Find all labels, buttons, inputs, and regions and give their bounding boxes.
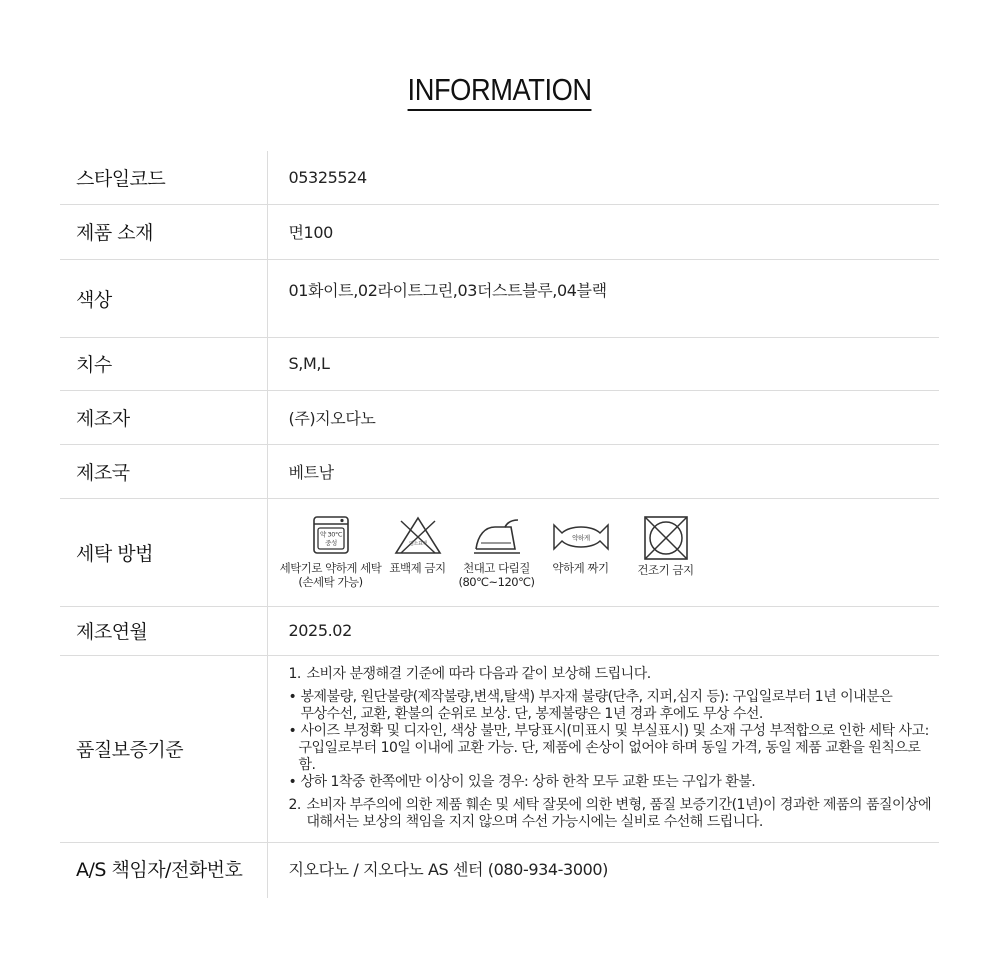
row-size [60,337,939,390]
date-value: 2025.02 [267,606,939,655]
iron-icon [471,515,523,555]
row-as [60,842,939,898]
quality-item-2-line2: 대해서는 보상의 책임을 지지 않으며 수선 가능시에는 실비로 수선해 드립니다. [306,814,763,830]
row-style-code [60,151,939,204]
care-bleach-caption-line1: 표백제 금지 [389,561,446,575]
care-iron [454,515,540,589]
wash-tub-icon [311,515,351,555]
care-wring-caption-line1: 약하게 짜기 [552,561,609,575]
quality-item-2-text [307,797,932,831]
as-label: A/S 책임자/전화번호 [60,842,267,898]
quality-item-1-num: 1. [288,666,301,682]
maker-label: 제조자 [60,390,267,444]
bleach-symbol-text: 염소표백 [408,541,427,547]
row-quality [60,655,939,842]
color-label: 색상 [60,259,267,337]
care-wash-caption-line1: 세탁기로 약하게 세탁 [279,561,382,575]
care-wring [540,515,622,575]
washing-label: 세탁 방법 [60,498,267,606]
product-info-table [60,151,939,898]
quality-bullet-1-line2: 무상수선, 교환, 환불의 순위로 보상. 단, 봉제불량은 1년 경과 후에도 무상 수선. [300,706,763,722]
quality-bullet [289,723,940,774]
no-tumble-dry-icon [643,515,689,561]
wring-icon [550,515,612,555]
wash-temp-text: 약 30°C [319,530,342,539]
care-symbols [280,515,940,589]
row-color [60,259,939,337]
care-dry-caption-line1: 건조기 금지 [637,563,694,577]
care-iron-caption-line2: (80℃~120℃) [458,575,535,589]
quality-bullet-1-line1: • 봉제불량, 원단불량(제작불량,변색,탈색) 부자재 불량(단추, 지퍼,심지 등): 구입일로부터 1년 이내분은 [300,689,893,705]
as-value: 지오다노 / 지오다노 AS 센터 (080-934-3000) [288,859,609,879]
country-label: 제조국 [60,444,267,498]
row-country [60,444,939,498]
style-code-label: 스타일코드 [60,151,267,204]
quality-bullet-3-line1: • 상하 1착중 한쪽에만 이상이 있을 경우: 상하 한착 모두 교환 또는 구입가 환불. [300,774,756,790]
row-date [60,606,939,655]
quality-item-1-text: 소비자 분쟁해결 기준에 따라 다음과 같이 보상해 드립니다. [306,666,651,682]
wash-neutral-text: 중성 [324,539,337,547]
washing-value [267,498,939,606]
material-value: 면100 [267,204,939,259]
country-value: 베트남 [267,444,939,498]
care-iron-caption-line1: 천대고 다림질 [463,561,530,575]
care-dry-caption [637,563,693,577]
color-value: 01화이트,02라이트그린,03더스트블루,04블랙 [267,259,939,337]
title-section [0,0,1000,152]
quality-label: 품질보증기준 [60,655,267,842]
care-wash [280,515,382,589]
quality-item-1 [289,666,940,683]
quality-item-2-line1: 소비자 부주의에 의한 제품 훼손 및 세탁 잘못에 의한 변형, 품질 보증기간(1년)이 경과한 제품의 품질이상에 [306,797,932,813]
quality-bullet-2-line1: • 사이즈 부정확 및 디자인, 색상 불만, 부당표시(미표시 및 부실표시) 및 소재 구성 부적합으로 인한 세탁 사고: [300,723,929,739]
quality-value [267,655,939,842]
maker-value: (주)지오다노 [267,390,939,444]
style-code-value: 05325524 [267,151,939,204]
quality-bullet [289,774,940,791]
row-material [60,204,939,259]
quality-bullet-2-line2: 구입일로부터 10일 이내에 교환 가능. 단, 제품에 손상이 없어야 하며 동일 가격, 동일 제품 교환을 원칙으로 함. [298,740,921,773]
care-iron-caption [458,561,534,589]
care-dry [622,515,710,577]
care-wash-caption-line2: (손세탁 가능) [298,575,363,589]
row-washing [60,498,939,606]
quality-bullets [289,689,940,791]
date-label: 제조연월 [60,606,267,655]
size-value: S,M,L [267,337,939,390]
no-bleach-icon [393,515,443,555]
quality-item-2-num: 2. [288,797,301,813]
quality-text [289,666,940,831]
care-wring-caption [552,561,608,575]
quality-bullet [289,689,940,723]
care-wash-caption [280,561,382,589]
size-label: 치수 [60,337,267,390]
care-bleach-caption [389,561,445,575]
care-bleach [382,515,454,575]
wring-symbol-text: 약하게 [571,534,590,542]
material-label: 제품 소재 [60,204,267,259]
row-maker [60,390,939,444]
quality-item-2 [289,797,940,831]
page-title: INFORMATION [408,72,592,111]
